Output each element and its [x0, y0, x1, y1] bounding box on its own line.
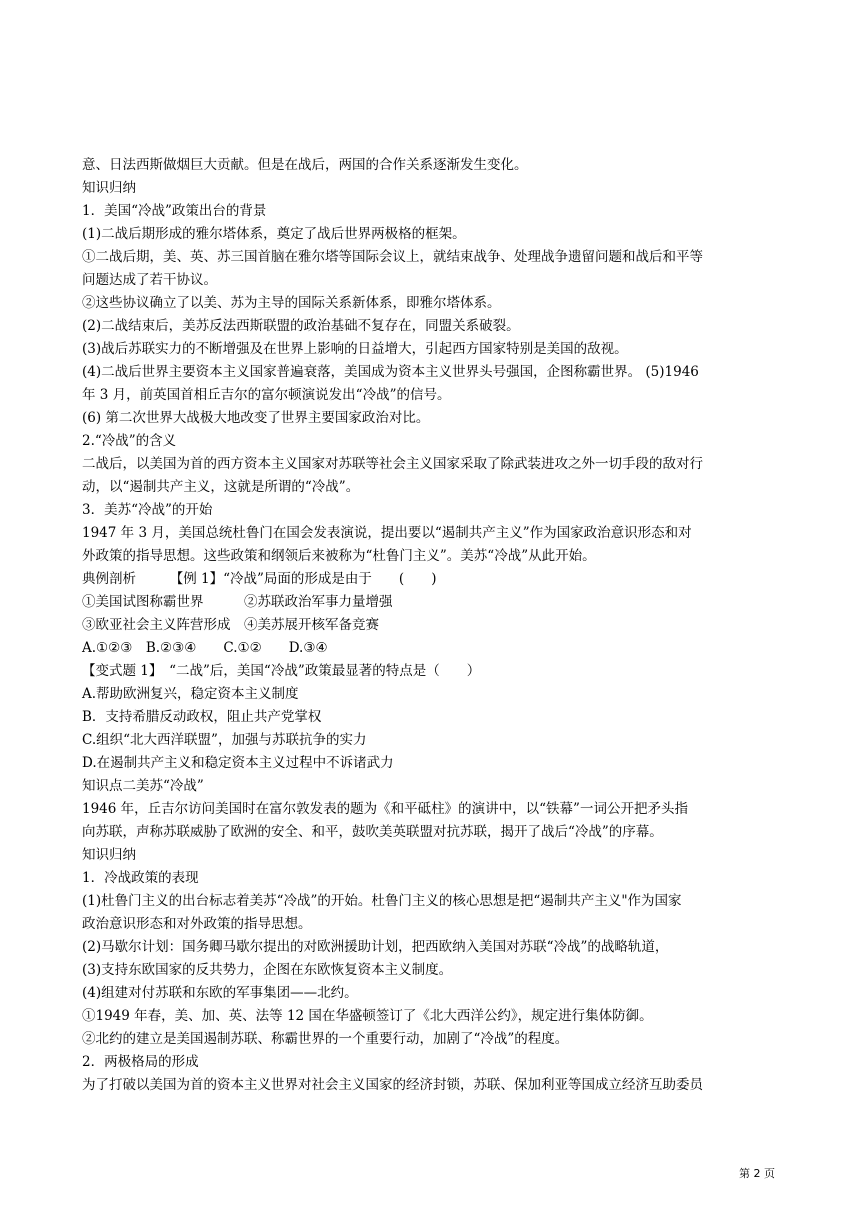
text-line: 1946 年，丘吉尔访问美国时在富尔敦发表的题为《和平砥柱》的演讲中，以“铁幕”一词公开把矛头指	[82, 801, 688, 817]
text-line: (1)二战后期形成的雅尔塔体系，奠定了战后世界两极格的框架。	[82, 226, 466, 242]
text-line: A.①②③ B.②③④ C.①② D.③④	[82, 640, 328, 656]
text-line: (1)杜鲁门主义的出台标志着美苏“冷战”的开始。杜鲁门主义的核心思想是把“遏制共产主义"作为国家	[82, 893, 682, 909]
text-line: 1．美国“冷战”政策出台的背景	[82, 203, 267, 219]
text-line: 知识点二美苏“冷战”	[82, 778, 204, 794]
text-line: (4)组建对付苏联和东欧的军事集团——北约。	[82, 985, 358, 1001]
text-line: 年 3 月，前英国首相丘吉尔的富尔顿演说发出“冷战”的信号。	[82, 387, 451, 403]
text-line: 2.“冷战”的含义	[82, 433, 177, 449]
text-line: ②这些协议确立了以美、苏为主导的国际关系新体系，即雅尔塔体系。	[82, 295, 501, 311]
text-line: 为了打破以美国为首的资本主义世界对社会主义国家的经济封锁，苏联、保加利亚等国成立经济互助委员	[82, 1077, 703, 1093]
text-line: ②北约的建立是美国遏制苏联、称霸世界的一个重要行动，加剧了“冷战”的程度。	[82, 1031, 569, 1047]
text-line: 政治意识形态和对外政策的指导思想。	[82, 916, 312, 932]
text-line: (3)支持东欧国家的反共势力，企图在东欧恢复资本主义制度。	[82, 962, 453, 978]
text-line: 1．冷战政策的表现	[82, 870, 199, 886]
text-line: B．支持希腊反动政权，阻止共产党掌权	[82, 709, 322, 725]
text-line: D.在遏制共产主义和稳定资本主义过程中不诉诸武力	[82, 755, 394, 771]
text-line: 【变式题 1】 “二战”后，美国“冷战”政策最显著的特点是（ ）	[82, 663, 481, 679]
text-line: ①二战后期，美、英、苏三国首脑在雅尔塔等国际会议上，就结束战争、处理战争遗留问题和战后和平等	[82, 249, 703, 265]
text-line: 1947 年 3 月，美国总统杜鲁门在国会发表演说，提出要以“遏制共产主义”作为国家政治意识形态和对	[82, 525, 692, 541]
text-line: 向苏联，声称苏联威胁了欧洲的安全、和平，鼓吹美英联盟对抗苏联，揭开了战后“冷战”的序幕。	[82, 824, 663, 840]
text-line: ①1949 年春，美、加、英、法等 12 国在华盛顿签订了《北大西洋公约》，规定进行集体防御。	[82, 1008, 653, 1024]
text-line: ①美国试图称霸世界 ②苏联政治军事力量增强	[82, 594, 393, 610]
text-line: 外政策的指导思想。这些政策和纲领后来被称为“杜鲁门主义”。美苏“冷战”从此开始。	[82, 548, 596, 564]
text-line: 二战后，以美国为首的西方资本主义国家对苏联等社会主义国家采取了除武装进攻之外一切手段的敌对行	[82, 456, 703, 472]
text-line: 2．两极格局的形成	[82, 1054, 199, 1070]
text-line: (6) 第二次世界大战极大地改变了世界主要国家政治对比。	[82, 410, 430, 426]
text-line: 意、日法西斯做烟巨大贡献。但是在战后，两国的合作关系逐渐发生变化。	[82, 157, 528, 173]
text-line: 问题达成了若干协议。	[82, 272, 217, 288]
text-line: 知识归纳	[82, 847, 136, 863]
page-number: 第 2 页	[739, 1167, 775, 1180]
text-line: (2)马歇尔计划：国务卿马歇尔提出的对欧洲援助计划，把西欧纳入美国对苏联“冷战”的战略轨道，	[82, 939, 669, 955]
text-line: (4)二战后世界主要资本主义国家普遍衰落，美国成为资本主义世界头号强国，企图称霸世界。 (5)1946	[82, 364, 699, 380]
text-line: 动，以“遏制共产主义，这就是所谓的“冷战”。	[82, 479, 360, 495]
text-line: 3．美苏“冷战”的开始	[82, 502, 213, 518]
document-body	[82, 154, 782, 1097]
text-line: 典例剖析 【例 1】“冷战”局面的形成是由于 ( )	[82, 571, 437, 587]
text-line: A.帮助欧洲复兴，稳定资本主义制度	[82, 686, 299, 702]
text-line: (2)二战结束后，美苏反法西斯联盟的政治基础不复存在，同盟关系破裂。	[82, 318, 520, 334]
text-line: 知识归纳	[82, 180, 136, 196]
text-line: ③欧亚社会主义阵营形成 ④美苏展开核军备竞赛	[82, 617, 379, 633]
text-line: (3)战后苏联实力的不断增强及在世界上影响的日益增大，引起西方国家特别是美国的敌视。	[82, 341, 628, 357]
text-line: C.组织“北大西洋联盟”，加强与苏联抗争的实力	[82, 732, 367, 748]
